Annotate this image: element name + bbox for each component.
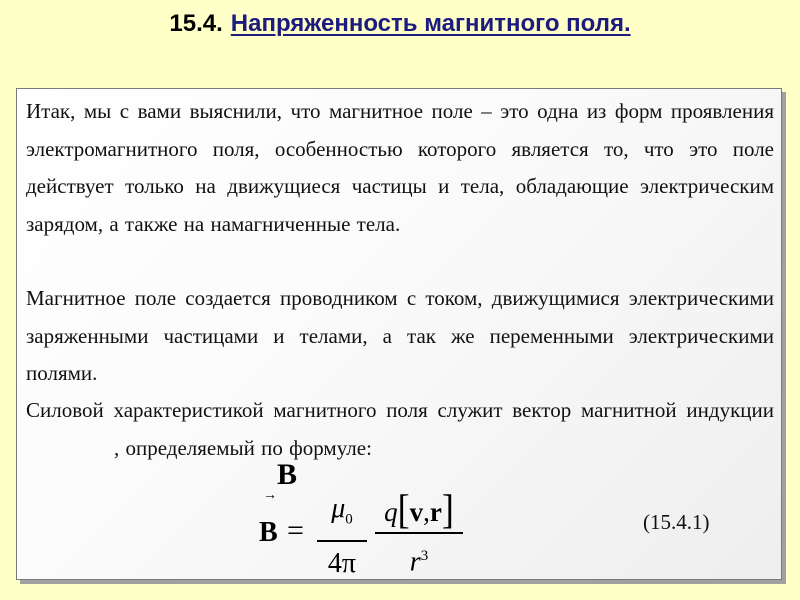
paragraph-definition-tail: , определяемый по формуле: bbox=[114, 435, 372, 460]
fraction-constant-denominator: 4π bbox=[327, 547, 357, 579]
bracket-open: [ bbox=[397, 486, 410, 532]
distance-r: r bbox=[409, 546, 421, 578]
equation-number: (15.4.1) bbox=[643, 510, 710, 534]
vector-r: r bbox=[429, 497, 442, 527]
fraction-constant bbox=[317, 491, 367, 582]
fraction-cross-numerator bbox=[375, 486, 463, 532]
comma: , bbox=[423, 497, 430, 527]
charge-q: q bbox=[384, 497, 398, 527]
mu-symbol: μ bbox=[331, 493, 346, 524]
paragraph-sources: Магнитное поле создается проводником с током, движущимися электрическими заряженными частицами и телами, а так же переменными электрическими полями. bbox=[26, 286, 774, 385]
exponent-3: 3 bbox=[420, 548, 429, 564]
bracket-close: ] bbox=[441, 486, 454, 532]
slide-title: Напряженность магнитного поля. bbox=[230, 10, 631, 37]
formula-biot-savart bbox=[257, 486, 477, 579]
vector-v: v bbox=[409, 497, 424, 527]
fraction-constant-numerator bbox=[317, 491, 367, 538]
formula-equals: = bbox=[287, 514, 304, 547]
paragraph-intro: Итак, мы с вами выяснили, что магнитное поле – это одна из форм проявления электромагнитного поля, особенностью которого является то, что это поле действует только на движущиеся частицы и тела, обладающие электрическим зарядом, а также на намагниченные тела. bbox=[26, 99, 774, 236]
fraction-cross-product bbox=[375, 486, 463, 580]
mu-subscript: 0 bbox=[345, 511, 353, 528]
fraction-bar bbox=[317, 540, 367, 542]
section-number: 15.4. bbox=[169, 10, 223, 37]
fraction-bar bbox=[375, 532, 463, 534]
fraction-cross-denominator bbox=[375, 538, 463, 580]
paragraph-definition-text: Силовой характеристикой магнитного поля служит вектор магнитной индукции bbox=[26, 398, 774, 422]
slide-header bbox=[0, 6, 800, 42]
vector-b-symbol: B bbox=[277, 458, 298, 491]
formula-lhs: B bbox=[259, 517, 278, 548]
paragraph-definition bbox=[26, 392, 774, 467]
content-box bbox=[16, 88, 782, 580]
vector-arrow-icon: → bbox=[263, 488, 277, 503]
